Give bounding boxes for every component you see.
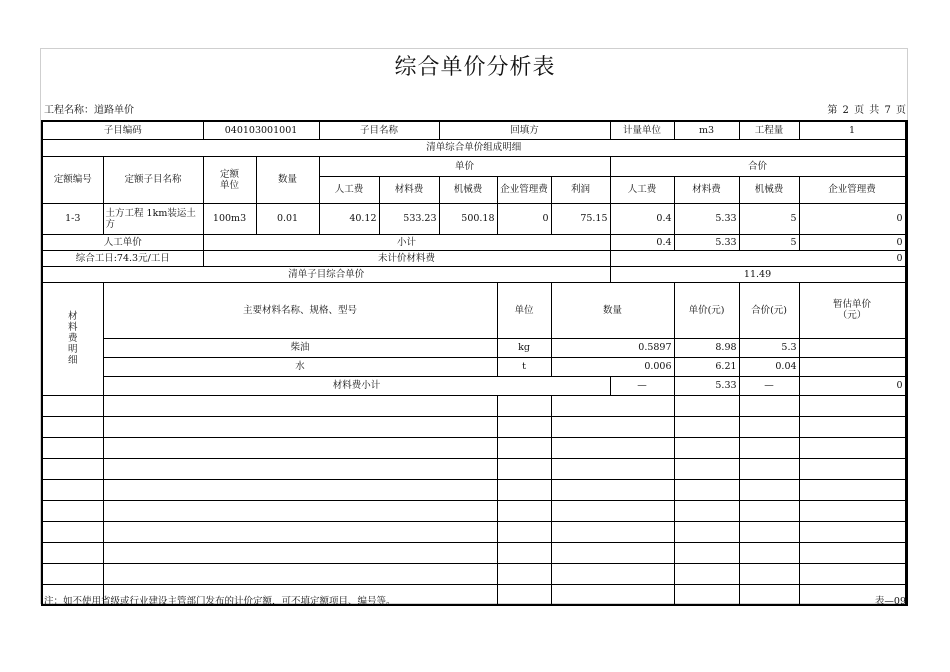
material-price: 8.98	[674, 338, 739, 357]
u-machine: 500.18	[439, 203, 497, 234]
col-material-unit: 单位	[497, 282, 551, 338]
labor-unit-label: 人工单价	[42, 234, 203, 250]
empty-row	[42, 563, 907, 584]
material-qty: 0.5897	[551, 338, 674, 357]
col-material-total: 合价(元)	[739, 282, 799, 338]
col-material-price: 单价(元)	[674, 282, 739, 338]
item-header-row	[42, 121, 907, 139]
unpriced-label: 未计价材料费	[203, 250, 610, 266]
quota-row	[42, 203, 907, 234]
code-value: 040103001001	[203, 121, 319, 139]
material-side-label: 材 料 费 明 细	[42, 282, 103, 395]
col-t-material: 材料费	[674, 176, 739, 203]
project-name: 工程名称：道路单价	[44, 105, 134, 116]
quota-name: 土方工程 1km装运土方	[103, 203, 203, 234]
col-t-labor: 人工费	[610, 176, 674, 203]
material-subtotal-price: —	[610, 376, 674, 395]
col-material-qty: 数量	[551, 282, 674, 338]
unpriced-row	[42, 250, 907, 266]
material-subtotal-row	[42, 376, 907, 395]
material-name: 柴油	[103, 338, 497, 357]
code-label: 子目编码	[42, 121, 203, 139]
subtotal-material: 5.33	[674, 234, 739, 250]
material-subtotal-est-price: —	[739, 376, 799, 395]
footnote: 注：如不使用省级或行业建设主管部门发布的计价定额，可不填定额项目、编号等。	[44, 596, 396, 607]
material-total: 5.3	[739, 338, 799, 357]
qty-label: 工程量	[739, 121, 799, 139]
material-qty: 0.006	[551, 357, 674, 376]
t-machine: 5	[739, 203, 799, 234]
col-unit-price: 单价	[319, 156, 610, 176]
material-row	[42, 357, 907, 376]
u-labor: 40.12	[319, 203, 379, 234]
t-mgmt: 0	[799, 203, 905, 234]
col-u-machine: 机械费	[439, 176, 497, 203]
page-title: 综合单价分析表	[394, 55, 556, 80]
unit-label: 计量单位	[610, 121, 674, 139]
col-u-mgmt: 企业管理费	[497, 176, 551, 203]
material-unit: t	[497, 357, 551, 376]
col-u-labor: 人工费	[319, 176, 379, 203]
empty-row	[42, 479, 907, 500]
material-unit: kg	[497, 338, 551, 357]
material-price: 6.21	[674, 357, 739, 376]
subtotal-mgmt: 0	[799, 234, 905, 250]
col-est-total	[905, 282, 907, 338]
section-title: 清单综合单价组成明细	[42, 139, 905, 156]
table-id: 表—09	[874, 596, 906, 607]
col-material-name: 主要材料名称、规格、型号	[103, 282, 497, 338]
material-subtotal-est-total: 0	[799, 376, 905, 395]
t-material: 5.33	[674, 203, 739, 234]
u-profit: 75.15	[551, 203, 610, 234]
workday-label: 综合工日:74.3元/工日	[42, 250, 203, 266]
material-est-total	[905, 338, 907, 357]
unit-price-analysis-table	[41, 120, 908, 606]
empty-row	[42, 500, 907, 521]
material-total: 0.04	[739, 357, 799, 376]
col-u-material: 材料费	[379, 176, 439, 203]
material-est-total	[905, 357, 907, 376]
empty-row	[42, 416, 907, 437]
composite-label: 清单子目综合单价	[42, 266, 610, 282]
quota-unit: 100m3	[203, 203, 256, 234]
subtotal-label: 小计	[203, 234, 610, 250]
quota-qty: 0.01	[256, 203, 319, 234]
subtotal-row	[42, 234, 907, 250]
material-est-price	[799, 357, 905, 376]
col-t-machine: 机械费	[739, 176, 799, 203]
col-est-price: 暂估单价 （元）	[799, 282, 905, 338]
empty-row	[42, 542, 907, 563]
empty-row	[42, 521, 907, 542]
u-mgmt: 0	[497, 203, 551, 234]
u-material: 533.23	[379, 203, 439, 234]
page-info: 第 2 页 共 7 页	[827, 105, 906, 116]
material-name: 水	[103, 357, 497, 376]
empty-row	[42, 437, 907, 458]
empty-row	[42, 395, 907, 416]
quota-no: 1-3	[42, 203, 103, 234]
qty-value: 1	[799, 121, 905, 139]
unpriced-value: 0	[610, 250, 905, 266]
material-row	[42, 338, 907, 357]
t-labor: 0.4	[610, 203, 674, 234]
composite-row	[42, 266, 907, 282]
col-quota-no: 定额编号	[42, 156, 103, 203]
name-value: 回填方	[439, 121, 610, 139]
col-t-mgmt: 企业管理费	[799, 176, 905, 203]
col-quota-unit: 定额 单位	[203, 156, 256, 203]
subtotal-labor: 0.4	[610, 234, 674, 250]
empty-row	[42, 458, 907, 479]
name-label: 子目名称	[319, 121, 439, 139]
unit-value: m3	[674, 121, 739, 139]
material-subtotal-label: 材料费小计	[103, 376, 610, 395]
col-u-profit: 利润	[551, 176, 610, 203]
composite-value: 11.49	[610, 266, 905, 282]
col-amount: 数量	[256, 156, 319, 203]
col-quota-name: 定额子目名称	[103, 156, 203, 203]
col-total-price: 合价	[610, 156, 905, 176]
material-subtotal-total: 5.33	[674, 376, 739, 395]
material-est-price	[799, 338, 905, 357]
subtotal-machine: 5	[739, 234, 799, 250]
